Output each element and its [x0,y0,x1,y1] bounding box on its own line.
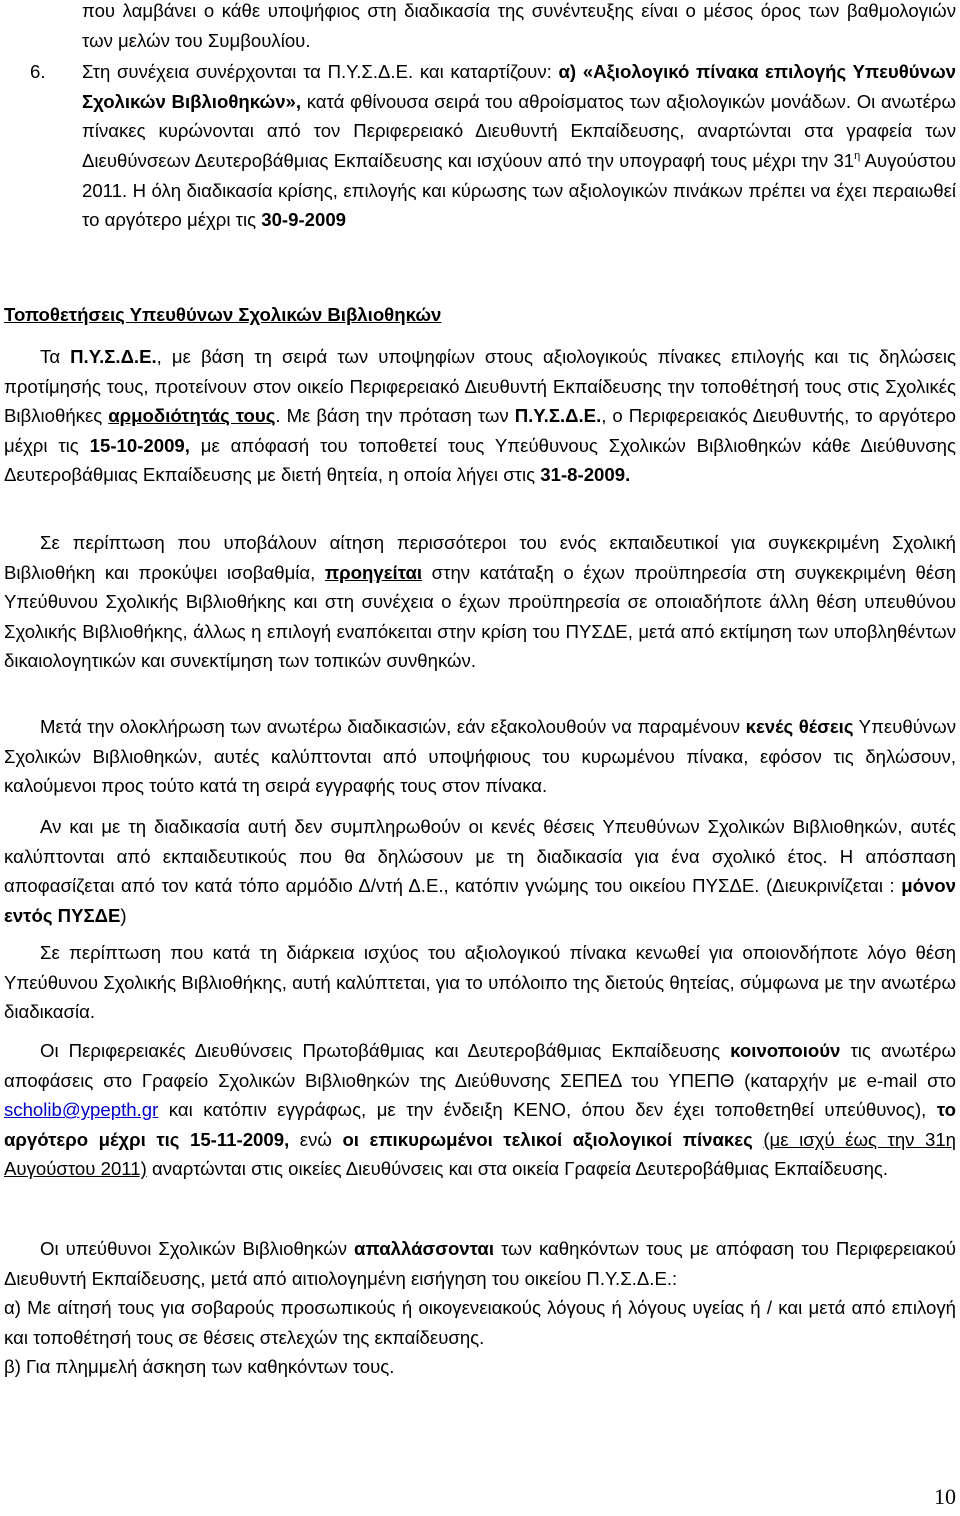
text-run: τις ανωτέρω αποφάσεις στο Γραφείο Σχολικών Βιβλιοθηκών της Διεύθυνσης ΣΕΠΕΔ του ΥΠΕΠΘ (καταρχήν με e-mail στο [4,1040,956,1091]
section-heading: Τοποθετήσεις Υπευθύνων Σχολικών Βιβλιοθηκών [4,304,442,325]
paragraph-tie [4,528,956,676]
paragraph-dismissal [4,1234,956,1382]
text-run: Οι υπεύθυνοι Σχολικών Βιβλιοθηκών [40,1238,355,1259]
item-six-text: Στη συνέχεια συνέρχονται τα Π.Υ.Σ.Δ.Ε. και καταρτίζουν: [82,61,559,83]
bold-run: το αργότερο μέχρι τις 15-11-2009, [4,1099,956,1150]
paragraph-notification [4,1036,956,1184]
bold-run: Π.Υ.Σ.Δ.Ε. [514,405,602,427]
text-run: των καθηκόντων τους με απόφαση του Περιφερειακού Διευθυντή Εκπαίδευσης, μετά από αιτιολογημένη εισήγηση του οικείου Π.Υ.Σ.Δ.Ε.: [4,1238,956,1289]
email-link[interactable]: scholib@ypepth.gr [4,1099,159,1121]
dismissal-item-a: α) Με αίτησή τους για σοβαρούς προσωπικούς ή οικογενειακούς λόγους ή λόγους υγείας ή / και μετά από επιλογή και τοποθέτησή τους σε θέσεις στελεχών της εκπαίδευσης. [4,1297,956,1348]
text-run: , ο Περιφερειακός Διευθυντής, το αργότερο μέχρι τις [4,405,956,456]
text-run: Μετά την ολοκλήρωση των ανωτέρω διαδικασιών, εάν εξακολουθούν να παραμένουν [40,716,746,737]
bold-run: κοινοποιούν [730,1040,841,1061]
superscript: η [854,149,861,162]
paragraph-vacancy-during-validity [4,938,956,1027]
text-run: Σε περίπτωση που υποβάλουν αίτηση περισσότεροι του ενός εκπαιδευτικοί για συγκεκριμένη Σχολική Βιβλιοθήκη και προκύψει ισοβαθμία, [4,532,956,583]
underlined-run: αρμοδιότητάς τους [108,405,276,427]
bold-run: Π.Υ.Σ.Δ.Ε. [70,346,157,367]
text-run: Σε περίπτωση που κατά τη διάρκεια ισχύος του αξιολογικού πίνακα κενωθεί για οποιονδήποτε λόγο θέση Υπεύθυνου Σχολικής Βιβλιοθήκης, αυτή καλύπτεται, για το υπόλοιπο της διετούς θητείας, σύμφωνα με την ανωτέρω διαδικασία. [4,942,956,1023]
text-run: στην κατάταξη ο έχων προϋπηρεσία στη συγκεκριμένη θέση Υπεύθυνου Σχολικής Βιβλιοθήκης και στη συνέχεια ο έχων προϋπηρεσία σε οποιαδήποτε άλλη θέση υπευθύνου Σχολικής Βιβλιοθήκης, άλλως η επιλογή εναπόκειται στην κρίση του ΠΥΣΔΕ, μετά από εκτίμηση των υποβληθέντων δικαιολογητικών και συνεκτίμηση των τοπικών συνθηκών. [4,561,956,672]
item-number: 6. [30,61,46,83]
text-run: με απόφασή του τοποθετεί τους Υπεύθυνους Σχολικών Βιβλιοθηκών κάθε Διεύθυνσης Δευτεροβάθμιας Εκπαίδευσης με διετή θητεία, η οποία λήγει στις [4,434,956,486]
text-run: ) [120,904,127,926]
paragraph-placements [4,342,956,490]
item-six-text: Αυγούστου 2011. Η όλη διαδικασία κρίσης, επιλογής και κύρωσης των αξιολογικών πινάκων πρέπει να έχει περαιωθεί το αργότερο μέχρι τις [82,149,956,231]
dismissal-item-b: β) Για πλημμελή άσκηση των καθηκόντων τους. [4,1356,395,1378]
paragraph-vacancies [4,712,956,801]
item-six-paragraph [30,57,956,235]
bold-run: απαλλάσσονται [354,1238,495,1259]
underlined-run: (με ισχύ έως την 31η Αυγούστου 2011) [4,1128,957,1180]
underlined-run: προηγείται [324,561,423,583]
intro-paragraph: που λαμβάνει ο κάθε υποψήφιος στη διαδικασία της συνέντευξης είναι ο μέσος όρος των βαθμολογιών των μελών του Συμβουλίου. [82,0,956,51]
text-run: και κατόπιν εγγράφως, με την ένδειξη ΚΕΝΟ, όπου δεν έχει τοποθετηθεί υπεύθυνος), [158,1099,937,1121]
text-run: Υπευθύνων Σχολικών Βιβλιοθηκών, αυτές καλύπτονται από υποψήφιους του κυρωμένου πίνακα, εφόσον τις δηλώσουν, καλούμενοι προς τούτο κατά τη σειρά εγγραφής τους στον πίνακα. [4,716,956,797]
bold-run: 31-8-2009. [540,464,631,486]
bold-run: οι επικυρωμένοι τελικοί αξιολογικοί πίνακες [342,1128,753,1150]
text-run: Αν και με τη διαδικασία αυτή δεν συμπληρωθούν οι κενές θέσεις Υπευθύνων Σχολικών Βιβλιοθηκών, αυτές καλύπτονται από εκπαιδευτικούς που θα δηλώσουν με τη διαδικασία για ένα σχολικό έτος. Η απόσπαση αποφασίζεται από τον κατά τόπο αρμόδιο Δ/ντή Δ.Ε., κατόπιν γνώμης του οικείου ΠΥΣΔΕ. (Διευκρινίζεται : [4,816,956,897]
bold-run: 15-10-2009, [89,434,190,456]
paragraph-secondment [4,812,956,930]
text-run: ενώ [289,1128,343,1150]
text-run: Τα [40,346,71,367]
text-run: , με βάση τη σειρά των υποψηφίων στους αξιολογικούς πίνακες επιλογής και τις δηλώσεις προτίμησής τους, προτείνουν στον οικείο Περιφερειακό Διευθυντή Εκπαίδευσης την τοποθέτησή τους στις Σχολικές Βιβλιοθήκες [4,346,956,427]
text-run: Οι Περιφερειακές Διευθύνσεις Πρωτοβάθμιας και Δευτεροβάθμιας Εκπαίδευσης [40,1040,731,1061]
page-number: 10 [934,1484,956,1509]
text-run: αναρτώνται στις οικείες Διευθύνσεις και στα οικεία Γραφεία Δευτεροβάθμιας Εκπαίδευσης. [146,1158,889,1180]
bold-run: μόνον εντός ΠΥΣΔΕ [4,875,956,926]
deadline-date: 30-9-2009 [261,209,347,231]
item-six-text: κατά φθίνουσα σειρά του αθροίσματος των αξιολογικών μονάδων. Οι ανωτέρω πίνακες κυρώνονται από τον Περιφερειακό Διευθυντή Εκπαίδευσης, αναρτώνται στα γραφεία των Διευθύνσεων Δευτεροβάθμιας Εκπαίδευσης και ισχύουν από την υπογραφή τους μέχρι την 31 [82,90,956,171]
item-six-block [30,0,956,235]
bold-run: κενές θέσεις [745,716,854,737]
text-run: . Με βάση την πρόταση των [275,405,515,427]
item-six-bold: α) «Αξιολογικό πίνακα επιλογής Υπευθύνων Σχολικών Βιβλιοθηκών», [82,61,956,112]
text-run [753,1129,764,1150]
